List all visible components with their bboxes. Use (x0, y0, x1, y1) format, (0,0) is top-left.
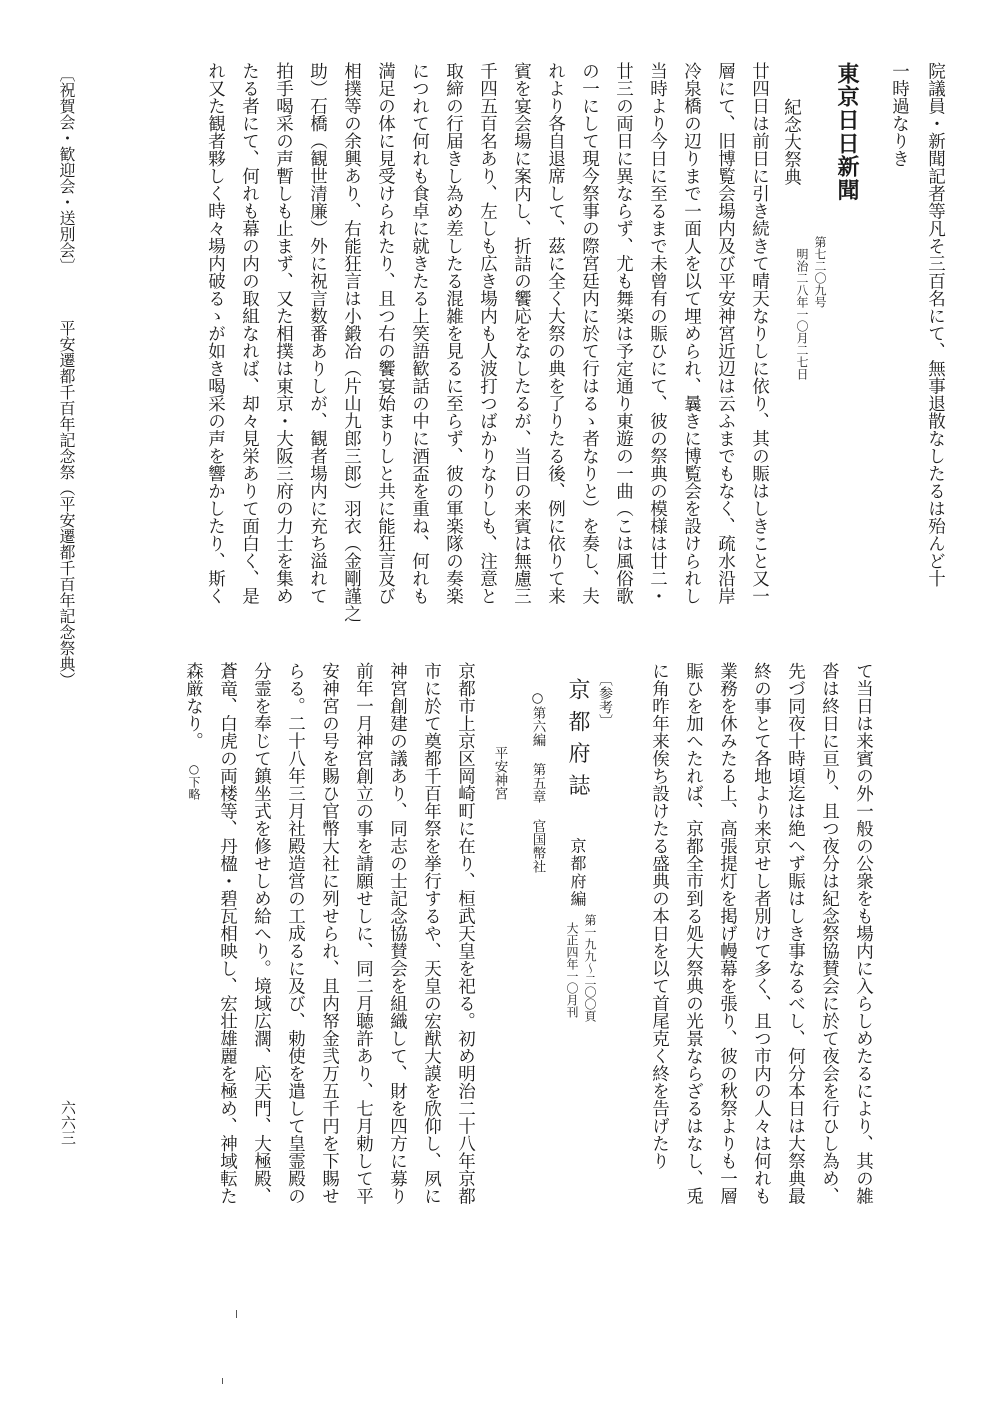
text-line: れ又た観者夥しく時々場内破るゝが如き喝采の声を響かしたり、斯く (205, 62, 226, 605)
text-line: 冷泉橋の辺りまで一面人を以て埋められ、曩きに博覧会を設けられし (681, 62, 702, 605)
reference-pages: 第一九九〜二〇〇頁 (583, 914, 597, 1022)
text-line: 取締の行届きし為め差したる混雑を見るに至らず、彼の軍楽隊の奏楽 (443, 62, 464, 605)
text-line: 先づ同夜十時頃迄は絶へず賑はしき事なるべし、何分本日は大祭典最 (785, 662, 806, 1205)
text-line: れより各自退席して、茲に全く大祭の典を了りたる後、例に依りて来 (545, 62, 566, 605)
omission-note: ○下略 (187, 762, 201, 800)
text-line: 一時過なりき (889, 62, 910, 167)
text-line: て当日は来賓の外一般の公衆をも場内に入らしめたるにより、其の雑 (853, 662, 874, 1205)
text-line: 神宮創建の議あり、同志の士記念協賛会を組織して、財を四方に募り (387, 662, 408, 1205)
running-title: 平安遷都千百年記念祭（平安遷都千百年記念祭典） (57, 320, 76, 688)
text-line: 安神宮の号を賜ひ官幣大社に列せられ、且内帑金弐万五千円を下賜せ (319, 662, 340, 1205)
subsection-heading: 平安神宮 (491, 746, 508, 800)
reference-date: 大正四年一〇月刊 (565, 922, 579, 1018)
scan-mark (222, 1378, 223, 1384)
scan-mark (236, 1310, 237, 1318)
text-line: 廿三の両日に異ならず、尤も舞楽は予定通り東遊の一曲（こは風俗歌 (613, 62, 634, 605)
text-line: 業務を休みたる上、高張提灯を掲げ幔幕を張り、彼の秋祭よりも一層 (717, 662, 738, 1205)
section-title: 紀念大祭典 (781, 98, 802, 186)
text-line: 賑ひを加へたれば、京都全市到る処大祭典の光景ならざるはなし、兎 (683, 662, 704, 1205)
source-title: 東京日日新聞 (834, 62, 860, 202)
text-line: に角昨年来俟ち設けたる盛典の本日を以て首尾克く終を告げたり (649, 662, 670, 1170)
text-line: 千四五百名あり、左しも広き場内も人波打つばかりなりしも、注意と (477, 62, 498, 605)
page-number: 六六三 (59, 1100, 77, 1145)
text-line: 拍手喝采の声暫しも止まず、又た相撲は東京・大阪三府の力士を集め (273, 62, 294, 605)
text-line: 相撲等の余興あり、右能狂言は小鍛冶（片山九郎三郎）羽衣（金剛謹之 (341, 62, 362, 622)
text-line: 京都市上京区岡崎町に在り、桓武天皇を祀る。初め明治二十八年京都 (455, 662, 476, 1205)
text-line: 沓は終日に亘り、且つ夜分は紀念祭協賛会に於て夜会を行ひし為め、 (819, 662, 840, 1205)
text-line: 森厳なり。 (183, 662, 204, 750)
chapter-heading: ○第六編 第五章 官国幣社 (529, 690, 546, 873)
text-line: 分霊を奉じて鎮坐式を修せしめ給へり。境域広濶、応天門、大極殿、 (251, 662, 272, 1205)
text-line: 満足の体に見受けられたり、且つ右の饗宴始まりしと共に能狂言及び (375, 62, 396, 605)
reference-label-text: 参考 (597, 686, 613, 714)
text-line: 終の事とて各地より来京せし者別けて多く、且つ市内の人々は何れも (751, 662, 772, 1205)
source-date: 明治二八年一〇月二七日 (795, 248, 809, 380)
section-bracket-label: 〔祝賀会・歓迎会・送別会〕 (57, 66, 76, 274)
text-line: 当時より今日に至るまで未曾有の賑ひにて、彼の祭典の模様は廿二・ (647, 62, 668, 605)
text-line: らる。二十八年三月社殿造営の工成るに及び、勅使を遣して皇霊殿の (285, 662, 306, 1205)
text-line: 市に於て奠都千百年祭を挙行するや、天皇の宏猷大謨を欣仰し、夙に (421, 662, 442, 1205)
text-line: 廿四日は前日に引き続きて晴天なりしに依り、其の賑はしきこと又一 (749, 62, 770, 605)
text-line: 前年一月神宮創立の事を請願せしに、同二月聴許あり、七月勅して平 (353, 662, 374, 1205)
reference-label: 〔参考〕 (597, 672, 613, 728)
reference-title-text: 京都府誌 (565, 678, 590, 806)
text-line: 院議員・新聞記者等凡そ三百名にて、無事退散なしたるは殆んど十 (925, 62, 946, 587)
text-line: 層にて、旧博覧会場内及び平安神宮近辺は云ふまでもなく、疏水沿岸 (715, 62, 736, 605)
reference-title (566, 678, 588, 908)
text-line: につれて何れも食卓に就きたる上笑語歓話の中に酒盃を重ね、何れも (409, 62, 430, 605)
text-line: 賓を宴会場に案内し、折詰の饗応をなしたるが、当日の来賓は無慮三 (511, 62, 532, 605)
text-line: の一にして現今祭事の際宮廷内に於て行はるゝ者なりと）を奏し、夫 (579, 62, 600, 605)
text-line: 蒼竜、白虎の両楼等、丹楹・碧瓦相映し、宏壮雄麗を極め、神域転た (217, 662, 238, 1205)
source-number: 第七二〇九号 (813, 236, 827, 308)
text-line: たる者にて、何れも幕の内の取組なれば、却々見栄ありて面白く、是 (239, 62, 260, 605)
text-line: 助）石橋（観世清廉）外に祝言数番ありしが、観者場内に充ち溢れて (307, 62, 328, 605)
reference-editor: 京都府編 (568, 837, 587, 908)
